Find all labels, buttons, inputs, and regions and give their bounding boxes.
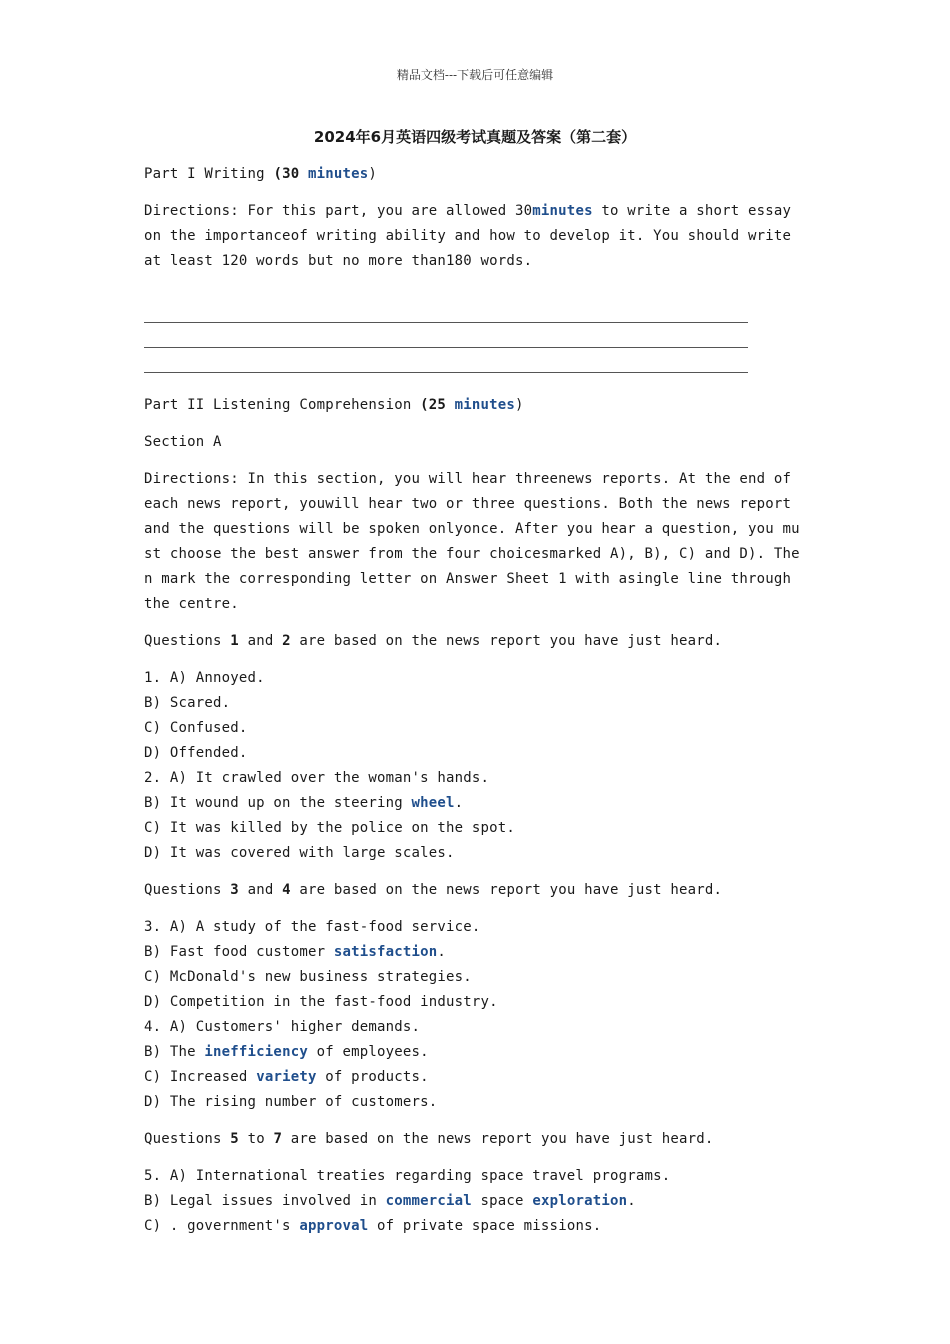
answer-line bbox=[144, 322, 748, 323]
page-header: 精品文档---下载后可任意编辑 bbox=[396, 68, 554, 82]
question-4 bbox=[144, 1015, 808, 1115]
option: 1. A) Annoyed. bbox=[144, 670, 265, 686]
part2-heading: Part II Listening Comprehension (25 minutes) bbox=[144, 397, 524, 413]
questions-1-2-intro: Questions 1 and 2 are based on the news report you have just heard. bbox=[144, 633, 723, 649]
keyword-link[interactable]: variety bbox=[256, 1069, 317, 1085]
option: 2. A) It crawled over the woman's hands. bbox=[144, 770, 490, 786]
question-3 bbox=[144, 915, 808, 1015]
option: B) Scared. bbox=[144, 695, 231, 711]
option: D) Offended. bbox=[144, 745, 248, 761]
question-2 bbox=[144, 766, 808, 866]
option: C) . government's approval of private space missions. bbox=[144, 1218, 602, 1234]
keyword-link[interactable]: minutes bbox=[307, 166, 369, 182]
document-body bbox=[144, 162, 808, 1239]
option: B) Legal issues involved in commercial space exploration. bbox=[144, 1193, 636, 1209]
option: 5. A) International treaties regarding space travel programs. bbox=[144, 1168, 671, 1184]
listening-directions: Directions: In this section, you will hear threenews reports. At the end of each news report, youwill hear two or three questions. Both the news report and the questions will be spoken onlyonce. After you hear a question, you must choose the best answer from the four choicesmarked A), B), C) and D). Then mark the corresponding letter on Answer Sheet 1 with asingle line through the centre. bbox=[144, 471, 800, 612]
option: C) McDonald's new business strategies. bbox=[144, 969, 472, 985]
option: 4. A) Customers' higher demands. bbox=[144, 1019, 421, 1035]
option: B) It wound up on the steering wheel. bbox=[144, 795, 464, 811]
option: B) The inefficiency of employees. bbox=[144, 1044, 429, 1060]
keyword-link[interactable]: inefficiency bbox=[204, 1044, 308, 1060]
questions-5-7-intro: Questions 5 to 7 are based on the news report you have just heard. bbox=[144, 1131, 714, 1147]
document-title: 2024年6月英语四级考试真题及答案（第二套） bbox=[313, 128, 637, 146]
answer-line bbox=[144, 372, 748, 373]
writing-answer-lines bbox=[144, 322, 808, 373]
keyword-link[interactable]: approval bbox=[299, 1218, 369, 1234]
option: C) Increased variety of products. bbox=[144, 1069, 429, 1085]
section-a-heading: Section A bbox=[144, 434, 222, 450]
keyword-link[interactable]: commercial bbox=[385, 1193, 472, 1209]
keyword-link[interactable]: exploration bbox=[532, 1193, 628, 1209]
writing-directions: Directions: For this part, you are allowed 30minutes to write a short essay on the importanceof writing ability and how to develop it. You should write at least 120 words but no more than180 words. bbox=[144, 203, 800, 269]
keyword-link[interactable]: satisfaction bbox=[333, 944, 438, 960]
part1-heading: Part I Writing (30 minutes) bbox=[144, 166, 377, 182]
option: D) The rising number of customers. bbox=[144, 1094, 438, 1110]
option: C) Confused. bbox=[144, 720, 248, 736]
option: D) Competition in the fast-food industry. bbox=[144, 994, 498, 1010]
keyword-link[interactable]: minutes bbox=[454, 397, 516, 413]
option: C) It was killed by the police on the spot. bbox=[144, 820, 516, 836]
keyword-link[interactable]: wheel bbox=[411, 795, 455, 811]
question-5 bbox=[144, 1164, 808, 1239]
questions-3-4-intro: Questions 3 and 4 are based on the news report you have just heard. bbox=[144, 882, 723, 898]
answer-line bbox=[144, 347, 748, 348]
option: 3. A) A study of the fast-food service. bbox=[144, 919, 481, 935]
option: B) Fast food customer satisfaction. bbox=[144, 944, 447, 960]
question-1 bbox=[144, 666, 808, 766]
option: D) It was covered with large scales. bbox=[144, 845, 455, 861]
keyword-link[interactable]: minutes bbox=[532, 203, 593, 219]
